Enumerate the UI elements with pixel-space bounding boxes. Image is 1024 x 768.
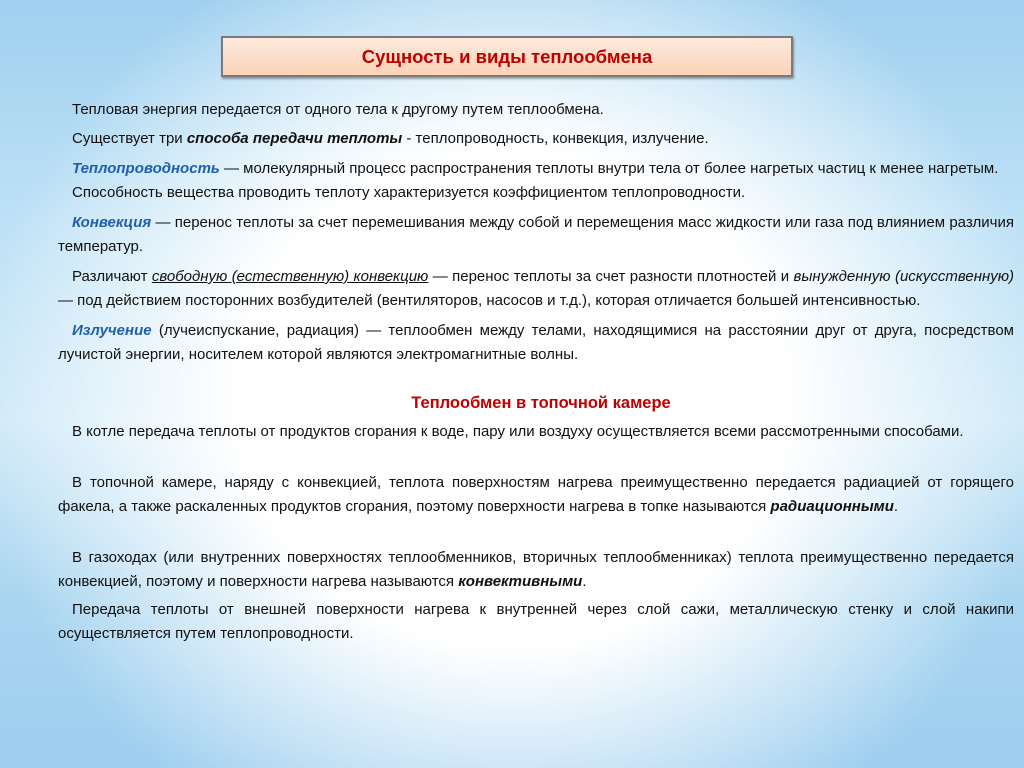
free-convection: свободную (естественную) конвекцию	[151, 268, 429, 285]
convection-definition: — перенос теплоты за счет перемешивания между собой и перемещения масс жидкости или газа под влиянием различия температур.	[58, 214, 1014, 255]
radiation-definition: (лучеиспускание, радиация) — теплообмен между телами, находящимися на расстоянии друг от друга, посредством лучистой энергии, носителем которой являются электромагнитные волны.	[58, 322, 1014, 363]
methods-emphasis: способа передачи теплоты	[186, 129, 403, 147]
paragraph-conductivity: Способность вещества проводить теплоту характеризуется коэффициентом теплопроводности.	[72, 183, 746, 201]
furnace-text-c: .	[893, 497, 899, 515]
methods-text-c: - теплопроводность, конвекция, излучение.	[402, 129, 709, 147]
paragraph-flues	[58, 546, 1014, 593]
paragraph-radiation	[58, 319, 1014, 366]
convection-types-e: — под действием посторонних возбудителей (вентиляторов, насосов и т.д.), которая отличается большей интенсивностью.	[58, 291, 921, 309]
flues-text-a: В газоходах (или внутренних поверхностях теплообменников, вторичных теплообменниках) теплота преимущественно передается конвекцией, поэтому и поверхности нагрева называются	[58, 549, 1014, 590]
term-convection: Конвекция	[72, 214, 152, 231]
paragraph-methods	[58, 127, 1014, 151]
radiation-surfaces: радиационными	[770, 497, 894, 515]
forced-convection: вынужденную (искусственную)	[793, 268, 1014, 285]
section-heading: Теплообмен в топочной камере	[411, 394, 671, 412]
flues-text-c: .	[582, 572, 587, 590]
convection-types-a: Различают	[72, 268, 152, 285]
paragraph-intro: Тепловая энергия передается от одного тела к другому путем теплообмена.	[72, 101, 604, 118]
convection-types-c: — перенос теплоты за счет разности плотностей и	[428, 268, 794, 285]
slide-content	[58, 98, 1014, 645]
paragraph-convection-types	[58, 265, 1014, 312]
convective-surfaces: конвективными	[458, 572, 583, 590]
slide-title: Сущность и виды теплообмена	[361, 45, 653, 67]
term-radiation: Излучение	[72, 322, 152, 339]
conduction-definition: — молекулярный процесс распространения теплоты внутри тела от более нагретых частиц к менее нагретым.	[219, 160, 999, 177]
term-conduction: Теплопроводность	[72, 160, 220, 177]
paragraph-furnace	[58, 471, 1014, 518]
paragraph-conduction	[58, 157, 1014, 181]
paragraph-wall-conduction: Передача теплоты от внешней поверхности нагрева к внутренней через слой сажи, металлическую стенку и слой накипи осуществляется путем теплопроводности.	[58, 601, 1014, 642]
paragraph-convection	[58, 211, 1014, 258]
slide-title-box	[221, 36, 793, 77]
methods-text-a: Существует три	[72, 129, 187, 147]
furnace-text-a: В топочной камере, наряду с конвекцией, теплота поверхностям нагрева преимущественно передается радиацией от горящего факела, а также раскаленных продуктов сгорания, поэтому поверхности нагрева в топке называются	[58, 474, 1014, 515]
paragraph-boiler: В котле передача теплоты от продуктов сгорания к воде, пару или воздуху осуществляется всеми рассмотренными способами.	[72, 422, 964, 440]
